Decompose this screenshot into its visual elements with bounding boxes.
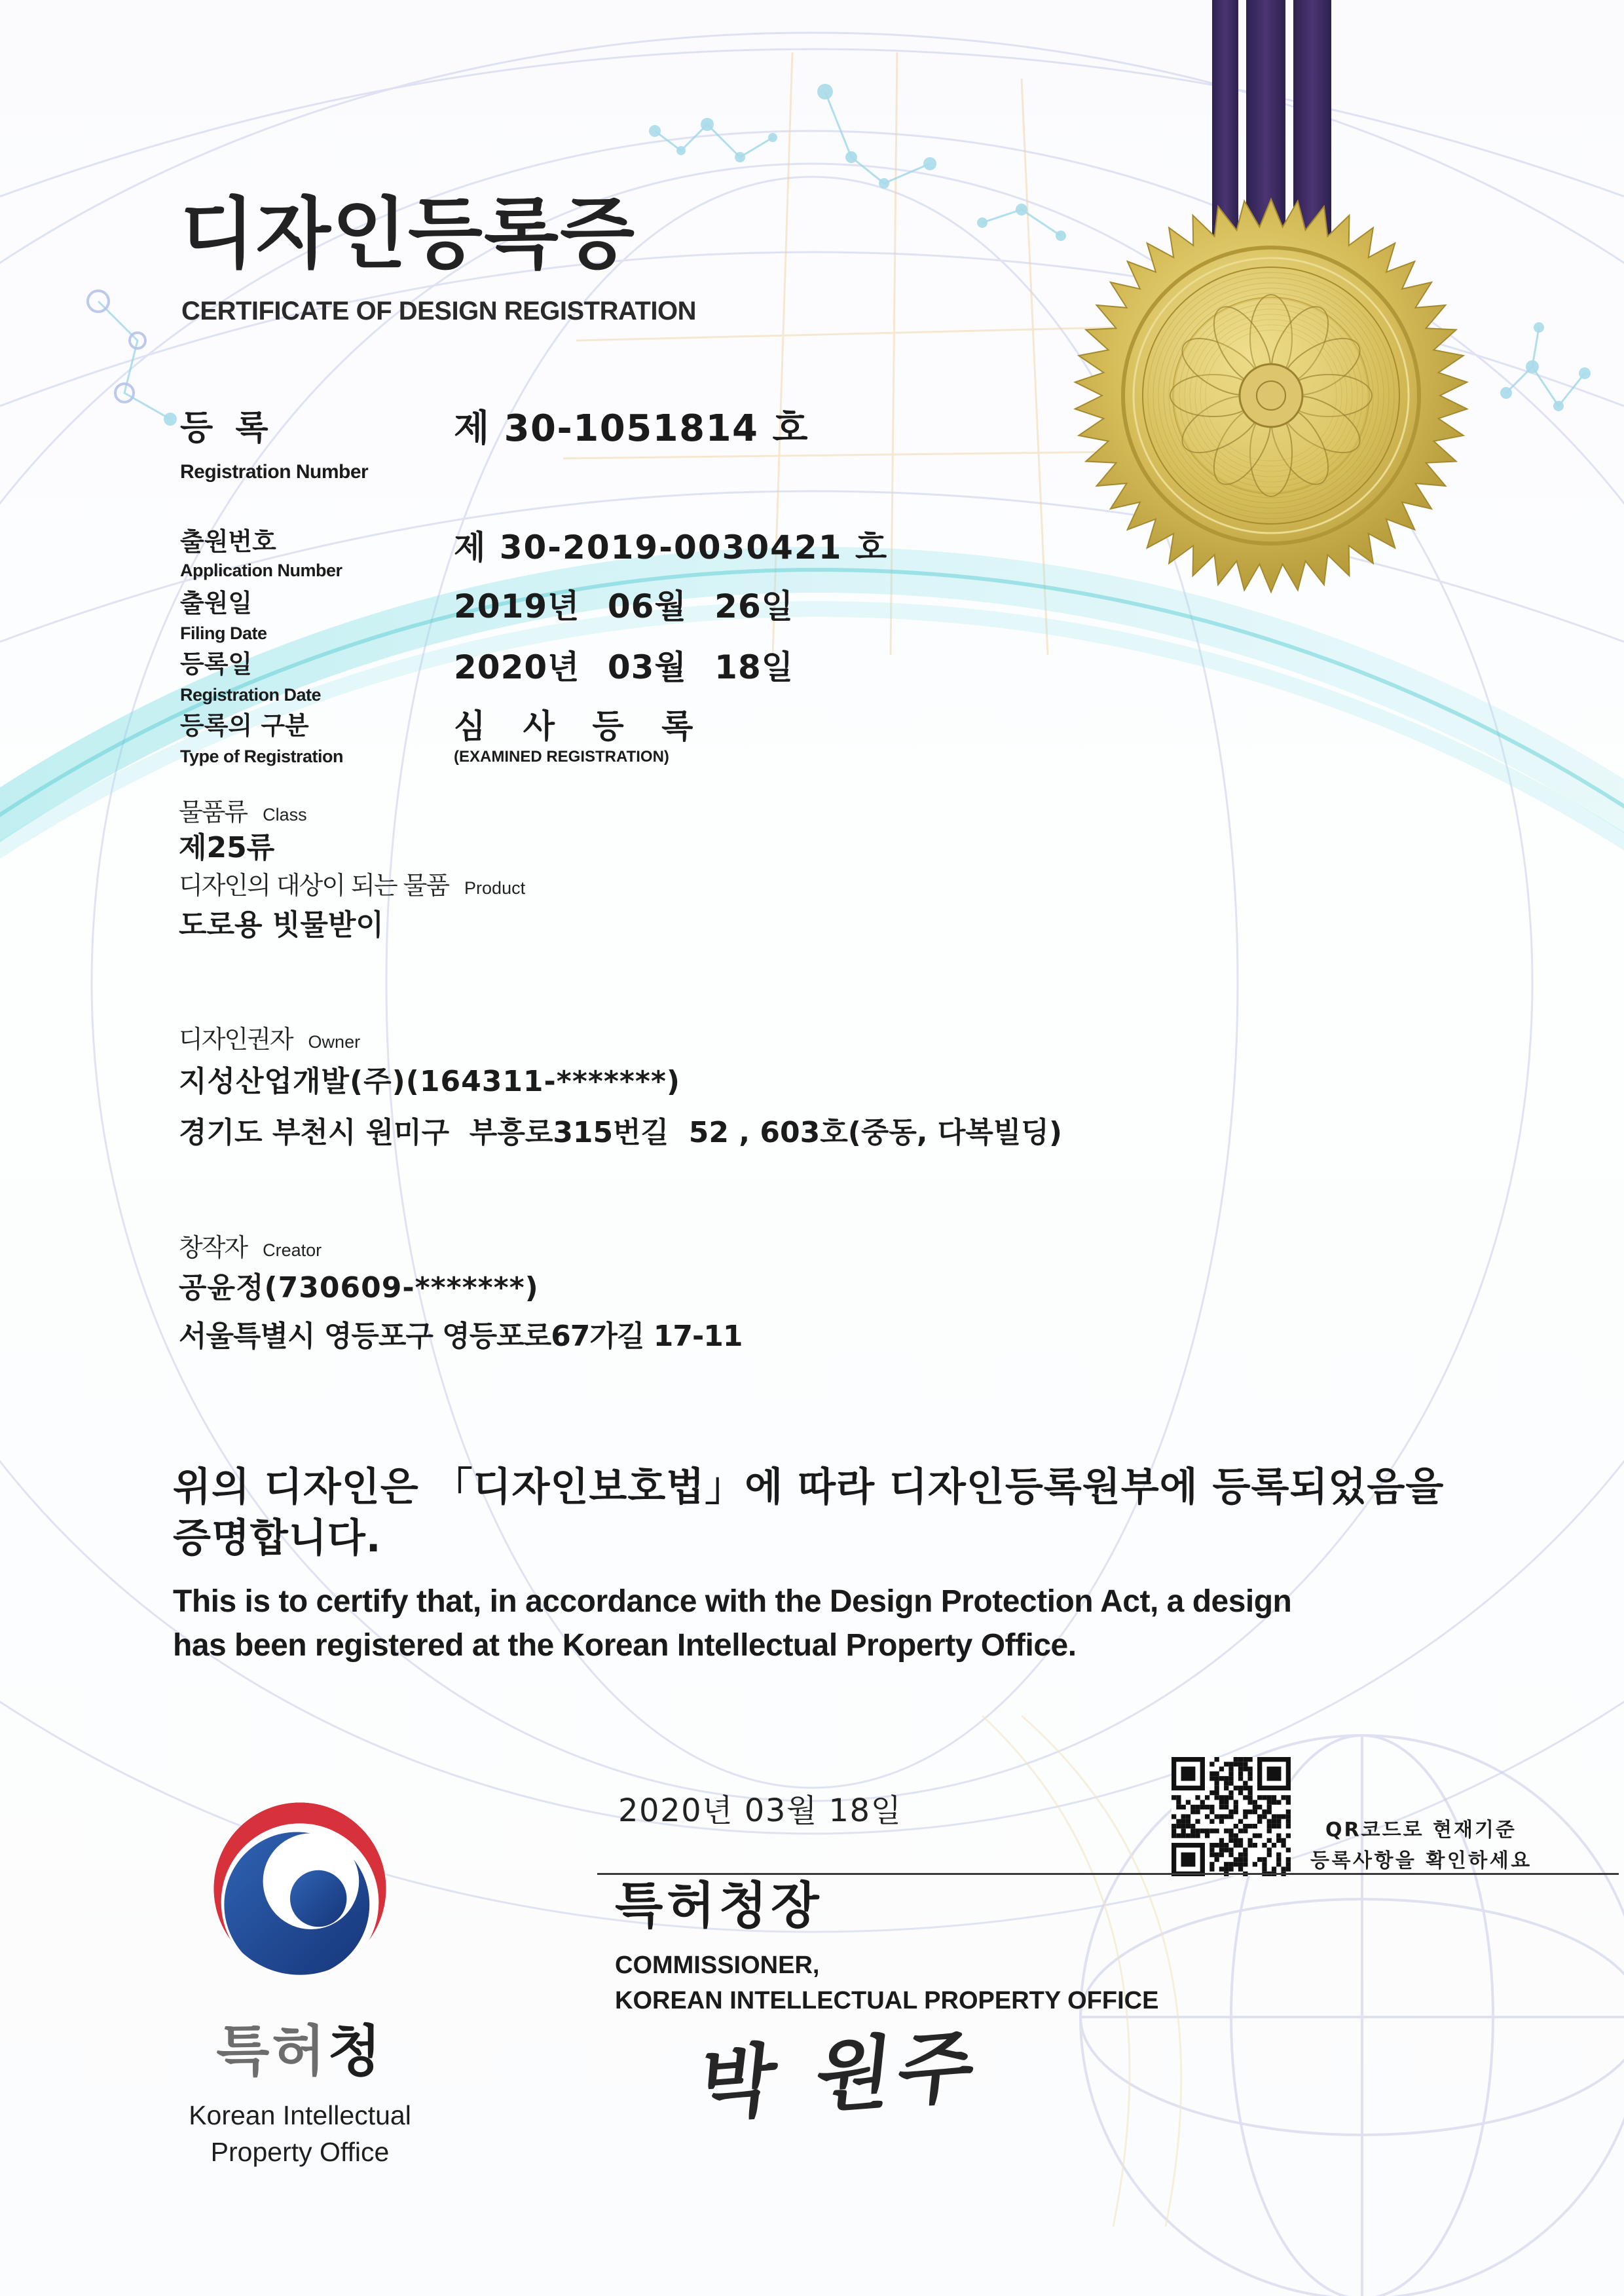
qr-module xyxy=(1238,1771,1243,1776)
qr-module xyxy=(1209,1853,1214,1857)
qr-module xyxy=(1267,1847,1272,1852)
qr-module xyxy=(1262,1862,1266,1866)
qr-module xyxy=(1215,1786,1219,1790)
qr-module xyxy=(1215,1814,1219,1819)
qr-module xyxy=(1262,1809,1266,1814)
qr-module xyxy=(1228,1809,1233,1814)
qr-module xyxy=(1247,1800,1252,1805)
qr-module xyxy=(1286,1814,1291,1819)
qr-module xyxy=(1238,1790,1243,1795)
qr-module xyxy=(1228,1866,1233,1871)
qr-module xyxy=(1205,1805,1209,1809)
qr-module xyxy=(1219,1814,1224,1819)
application-number-label-en: Application Number xyxy=(180,561,342,580)
qr-module xyxy=(1262,1843,1266,1847)
qr-module xyxy=(1281,1814,1285,1819)
qr-module xyxy=(1228,1862,1233,1866)
qr-module xyxy=(1215,1781,1219,1785)
logo-name-korean-part-2: 청 xyxy=(327,2019,384,2083)
qr-module xyxy=(1253,1862,1257,1866)
qr-module xyxy=(1243,1814,1247,1819)
qr-module xyxy=(1243,1786,1247,1790)
qr-module xyxy=(1234,1800,1238,1805)
qr-module xyxy=(1286,1824,1291,1828)
qr-module xyxy=(1243,1795,1247,1800)
qr-module xyxy=(1228,1771,1233,1776)
qr-module xyxy=(1234,1786,1238,1790)
qr-module xyxy=(1215,1771,1219,1776)
qr-module xyxy=(1228,1853,1233,1857)
qr-module xyxy=(1257,1819,1262,1824)
qr-module xyxy=(1190,1824,1195,1828)
qr-module xyxy=(1267,1819,1272,1824)
issuer-title: 특허청장 xyxy=(615,1876,823,1935)
qr-module xyxy=(1172,1828,1176,1833)
qr-module xyxy=(1272,1843,1276,1847)
qr-module xyxy=(1286,1833,1291,1838)
qr-module xyxy=(1224,1805,1228,1809)
qr-module xyxy=(1228,1790,1233,1795)
qr-module xyxy=(1176,1800,1181,1805)
qr-module xyxy=(1200,1800,1205,1805)
registration-type-value-en: (EXAMINED REGISTRATION) xyxy=(454,748,669,766)
qr-module xyxy=(1195,1805,1200,1809)
qr-module xyxy=(1181,1833,1186,1838)
qr-module xyxy=(1238,1819,1243,1824)
qr-module xyxy=(1238,1776,1243,1781)
qr-module xyxy=(1253,1833,1257,1838)
statement-korean-line-1: 위의 디자인은 「디자인보호법」에 따라 디자인등록원부에 등록되었음을 xyxy=(173,1464,1445,1510)
qr-note-line-2: 등록사항을 확인하세요 xyxy=(1310,1849,1532,1872)
qr-module xyxy=(1234,1857,1238,1862)
qr-module xyxy=(1186,1814,1190,1819)
qr-module xyxy=(1215,1757,1219,1762)
qr-module xyxy=(1215,1853,1219,1857)
qr-module xyxy=(1267,1805,1272,1809)
qr-module xyxy=(1219,1776,1224,1781)
qr-module xyxy=(1243,1781,1247,1785)
qr-finder-core xyxy=(1267,1767,1282,1781)
qr-module xyxy=(1181,1805,1186,1809)
qr-module xyxy=(1247,1776,1252,1781)
qr-module xyxy=(1238,1857,1243,1862)
qr-module xyxy=(1195,1819,1200,1824)
qr-module xyxy=(1215,1828,1219,1833)
qr-finder-core xyxy=(1181,1853,1196,1867)
qr-module xyxy=(1219,1805,1224,1809)
qr-module xyxy=(1181,1814,1186,1819)
logo-name-english-line-2: Property Office xyxy=(210,2137,390,2167)
qr-module xyxy=(1195,1809,1200,1814)
qr-module xyxy=(1224,1843,1228,1847)
qr-module xyxy=(1234,1824,1238,1828)
registration-number-label-en: Registration Number xyxy=(180,461,369,483)
qr-module xyxy=(1238,1843,1243,1847)
owner-label: 디자인권자 xyxy=(179,1025,293,1054)
qr-module xyxy=(1281,1795,1285,1800)
qr-module xyxy=(1272,1800,1276,1805)
qr-module xyxy=(1186,1824,1190,1828)
qr-module xyxy=(1176,1795,1181,1800)
qr-module xyxy=(1228,1847,1233,1852)
filing-date-label: 출원일 xyxy=(180,589,253,618)
creator-address: 서울특별시 영등포구 영등포로67가길 17-11 xyxy=(179,1320,743,1353)
qr-module xyxy=(1257,1805,1262,1809)
qr-module xyxy=(1247,1838,1252,1843)
qr-module xyxy=(1276,1800,1281,1805)
qr-module xyxy=(1205,1795,1209,1800)
qr-module xyxy=(1276,1853,1281,1857)
qr-module xyxy=(1234,1862,1238,1866)
qr-module xyxy=(1253,1800,1257,1805)
qr-module xyxy=(1219,1819,1224,1824)
qr-module xyxy=(1247,1843,1252,1847)
qr-module xyxy=(1215,1843,1219,1847)
qr-module xyxy=(1276,1819,1281,1824)
logo-name-english-line-1: Korean Intellectual xyxy=(189,2100,411,2130)
qr-module xyxy=(1276,1857,1281,1862)
qr-module xyxy=(1224,1800,1228,1805)
qr-module xyxy=(1219,1767,1224,1771)
creator-label-en: Creator xyxy=(263,1240,322,1260)
qr-module xyxy=(1209,1805,1214,1809)
qr-module xyxy=(1234,1838,1238,1843)
qr-module xyxy=(1176,1805,1181,1809)
qr-module xyxy=(1238,1862,1243,1866)
qr-module xyxy=(1272,1814,1276,1819)
qr-module xyxy=(1224,1762,1228,1766)
qr-module xyxy=(1243,1862,1247,1866)
qr-module xyxy=(1243,1847,1247,1852)
qr-module xyxy=(1219,1838,1224,1843)
qr-module xyxy=(1238,1866,1243,1871)
qr-module xyxy=(1286,1862,1291,1866)
qr-module xyxy=(1228,1838,1233,1843)
qr-module xyxy=(1257,1857,1262,1862)
qr-module xyxy=(1195,1833,1200,1838)
product-label-en: Product xyxy=(464,878,526,898)
qr-module xyxy=(1209,1866,1214,1871)
qr-module xyxy=(1209,1771,1214,1776)
qr-module xyxy=(1272,1819,1276,1824)
qr-module xyxy=(1228,1776,1233,1781)
qr-module xyxy=(1276,1824,1281,1828)
qr-module xyxy=(1276,1862,1281,1866)
qr-module xyxy=(1205,1828,1209,1833)
qr-module xyxy=(1228,1762,1233,1766)
qr-module xyxy=(1267,1824,1272,1828)
qr-module xyxy=(1209,1862,1214,1866)
class-label-row xyxy=(179,800,307,824)
qr-module xyxy=(1215,1857,1219,1862)
qr-module xyxy=(1224,1781,1228,1785)
certificate-subtitle: CERTIFICATE OF DESIGN REGISTRATION xyxy=(181,297,696,325)
qr-module xyxy=(1209,1819,1214,1824)
qr-module xyxy=(1200,1828,1205,1833)
qr-module xyxy=(1224,1862,1228,1866)
qr-finder-core xyxy=(1181,1767,1196,1781)
qr-module xyxy=(1247,1790,1252,1795)
issuer-title-en-line-1: COMMISSIONER, xyxy=(615,1952,820,1979)
qr-module xyxy=(1209,1776,1214,1781)
handwritten-signature: 박 원주 xyxy=(695,2020,986,2132)
qr-module xyxy=(1234,1757,1238,1762)
qr-module xyxy=(1267,1795,1272,1800)
owner-name: 지성산업개발(주)(164311-*******) xyxy=(179,1065,680,1098)
registration-date-label: 등록일 xyxy=(180,650,253,678)
qr-module xyxy=(1234,1762,1238,1766)
qr-module xyxy=(1257,1814,1262,1819)
seal-center xyxy=(1240,364,1302,427)
qr-code-icon[interactable] xyxy=(1172,1757,1291,1876)
registration-type-value: 심 사 등 록 xyxy=(454,707,693,745)
statement-korean-line-2: 증명합니다. xyxy=(173,1515,382,1561)
qr-module xyxy=(1247,1771,1252,1776)
qr-module xyxy=(1238,1786,1243,1790)
qr-module xyxy=(1228,1814,1233,1819)
qr-module xyxy=(1276,1814,1281,1819)
qr-module xyxy=(1281,1843,1285,1847)
qr-module xyxy=(1228,1833,1233,1838)
qr-module xyxy=(1215,1795,1219,1800)
issuer-title-en-line-2: KOREAN INTELLECTUAL PROPERTY OFFICE xyxy=(615,1987,1159,2014)
qr-module xyxy=(1215,1776,1219,1781)
creator-name: 공윤정(730609-*******) xyxy=(179,1271,539,1305)
application-number-label: 출원번호 xyxy=(180,527,276,556)
qr-module xyxy=(1276,1833,1281,1838)
qr-module xyxy=(1267,1800,1272,1805)
qr-module xyxy=(1234,1833,1238,1838)
qr-module xyxy=(1247,1824,1252,1828)
qr-module xyxy=(1253,1843,1257,1847)
logo-name-korean-part-1: 특허 xyxy=(216,2019,328,2083)
qr-module xyxy=(1172,1824,1176,1828)
qr-module xyxy=(1262,1814,1266,1819)
qr-module xyxy=(1286,1809,1291,1814)
qr-module xyxy=(1219,1847,1224,1852)
qr-module xyxy=(1205,1814,1209,1819)
qr-module xyxy=(1209,1847,1214,1852)
qr-module xyxy=(1253,1809,1257,1814)
qr-module xyxy=(1247,1767,1252,1771)
certificate-title: 디자인등록증 xyxy=(180,189,636,279)
owner-address: 경기도 부천시 원미구 부흥로315번길 52 , 603호(중동, 다복빌딩) xyxy=(179,1116,1063,1149)
qr-module xyxy=(1234,1805,1238,1809)
qr-module xyxy=(1228,1828,1233,1833)
registration-type-label-en: Type of Registration xyxy=(180,747,344,766)
qr-module xyxy=(1176,1833,1181,1838)
class-label-en: Class xyxy=(263,805,307,824)
qr-module xyxy=(1286,1795,1291,1800)
qr-module xyxy=(1205,1833,1209,1838)
creator-label: 창작자 xyxy=(179,1233,248,1262)
qr-module xyxy=(1209,1762,1214,1766)
qr-module xyxy=(1219,1800,1224,1805)
qr-module xyxy=(1219,1853,1224,1857)
qr-module xyxy=(1190,1828,1195,1833)
qr-module xyxy=(1195,1795,1200,1800)
qr-module xyxy=(1195,1828,1200,1833)
owner-label-en: Owner xyxy=(308,1032,361,1052)
qr-module xyxy=(1243,1767,1247,1771)
product-value: 도로용 빗물받이 xyxy=(179,908,384,942)
product-label: 디자인의 대상이 되는 물품 xyxy=(179,871,449,900)
qr-module xyxy=(1253,1824,1257,1828)
qr-module xyxy=(1276,1838,1281,1843)
qr-module xyxy=(1286,1819,1291,1824)
qr-module xyxy=(1286,1857,1291,1862)
qr-module xyxy=(1286,1866,1291,1871)
qr-module xyxy=(1172,1833,1176,1838)
qr-module xyxy=(1186,1800,1190,1805)
logo-name-korean xyxy=(164,2019,436,2083)
qr-module xyxy=(1272,1866,1276,1871)
owner-label-row xyxy=(179,1027,360,1052)
qr-module xyxy=(1238,1762,1243,1766)
qr-module xyxy=(1243,1824,1247,1828)
qr-module xyxy=(1228,1795,1233,1800)
qr-module xyxy=(1234,1843,1238,1847)
qr-module xyxy=(1228,1781,1233,1785)
qr-module xyxy=(1247,1757,1252,1762)
qr-module xyxy=(1243,1757,1247,1762)
qr-module xyxy=(1247,1786,1252,1790)
filing-date-label-en: Filing Date xyxy=(180,623,267,643)
qr-module xyxy=(1176,1819,1181,1824)
registration-date-label-en: Registration Date xyxy=(180,685,322,705)
product-label-row xyxy=(179,873,525,898)
qr-module xyxy=(1262,1795,1266,1800)
qr-module xyxy=(1243,1828,1247,1833)
qr-module xyxy=(1257,1833,1262,1838)
qr-module xyxy=(1190,1809,1195,1814)
qr-module xyxy=(1228,1767,1233,1771)
qr-module xyxy=(1224,1776,1228,1781)
registration-number-value: 제 30-1051814 호 xyxy=(454,407,809,450)
qr-module xyxy=(1243,1809,1247,1814)
qr-module xyxy=(1181,1819,1186,1824)
qr-module xyxy=(1247,1795,1252,1800)
qr-module xyxy=(1234,1809,1238,1814)
qr-module xyxy=(1262,1857,1266,1862)
signature-divider xyxy=(597,1873,1619,1875)
qr-module xyxy=(1181,1824,1186,1828)
qr-module xyxy=(1267,1853,1272,1857)
qr-module xyxy=(1209,1828,1214,1833)
qr-module xyxy=(1181,1828,1186,1833)
qr-module xyxy=(1262,1866,1266,1871)
qr-module xyxy=(1247,1809,1252,1814)
qr-module xyxy=(1267,1838,1272,1843)
qr-module xyxy=(1243,1762,1247,1766)
qr-module xyxy=(1176,1824,1181,1828)
qr-module xyxy=(1257,1795,1262,1800)
qr-module xyxy=(1209,1809,1214,1814)
class-value: 제25류 xyxy=(179,831,275,864)
kipo-swirl-logo-icon xyxy=(208,1796,392,1981)
qr-module xyxy=(1238,1757,1243,1762)
qr-module xyxy=(1253,1805,1257,1809)
statement-english-line-1: This is to certify that, in accordance with the Design Protection Act, a design xyxy=(173,1584,1292,1619)
issue-date: 2020년 03월 18일 xyxy=(618,1792,902,1829)
creator-label-row xyxy=(179,1235,322,1260)
qr-module xyxy=(1224,1795,1228,1800)
registration-number-label: 등 록 xyxy=(180,409,274,448)
qr-module xyxy=(1209,1790,1214,1795)
qr-module xyxy=(1200,1805,1205,1809)
gold-seal-icon xyxy=(1073,198,1469,593)
qr-module xyxy=(1267,1809,1272,1814)
qr-module xyxy=(1238,1828,1243,1833)
statement-english-line-2: has been registered at the Korean Intellectual Property Office. xyxy=(173,1628,1077,1663)
qr-module xyxy=(1272,1824,1276,1828)
qr-module xyxy=(1219,1843,1224,1847)
qr-module xyxy=(1224,1847,1228,1852)
registration-date-value: 2020년 03월 18일 xyxy=(454,648,794,686)
qr-module xyxy=(1238,1838,1243,1843)
qr-module xyxy=(1281,1866,1285,1871)
qr-module xyxy=(1243,1853,1247,1857)
qr-module xyxy=(1267,1828,1272,1833)
filing-date-value: 2019년 06월 26일 xyxy=(454,587,794,625)
qr-module xyxy=(1238,1767,1243,1771)
qr-module xyxy=(1219,1866,1224,1871)
qr-module xyxy=(1243,1857,1247,1862)
registration-type-label: 등록의 구분 xyxy=(180,711,309,740)
qr-module xyxy=(1286,1847,1291,1852)
qr-module xyxy=(1224,1786,1228,1790)
application-number-value: 제 30-2019-0030421 호 xyxy=(454,528,889,566)
qr-module xyxy=(1238,1853,1243,1857)
qr-module xyxy=(1272,1795,1276,1800)
qr-module xyxy=(1209,1843,1214,1847)
qr-note-line-1: QR코드로 현재기준 xyxy=(1325,1819,1517,1842)
qr-module xyxy=(1215,1790,1219,1795)
qr-module xyxy=(1190,1805,1195,1809)
qr-module xyxy=(1186,1819,1190,1824)
qr-module xyxy=(1190,1833,1195,1838)
qr-module xyxy=(1286,1800,1291,1805)
qr-module xyxy=(1224,1828,1228,1833)
qr-module xyxy=(1219,1795,1224,1800)
class-label: 물품류 xyxy=(179,798,248,826)
qr-module xyxy=(1172,1814,1176,1819)
qr-module xyxy=(1224,1814,1228,1819)
qr-module xyxy=(1281,1838,1285,1843)
qr-module xyxy=(1172,1795,1176,1800)
qr-module xyxy=(1224,1866,1228,1871)
qr-module xyxy=(1186,1833,1190,1838)
